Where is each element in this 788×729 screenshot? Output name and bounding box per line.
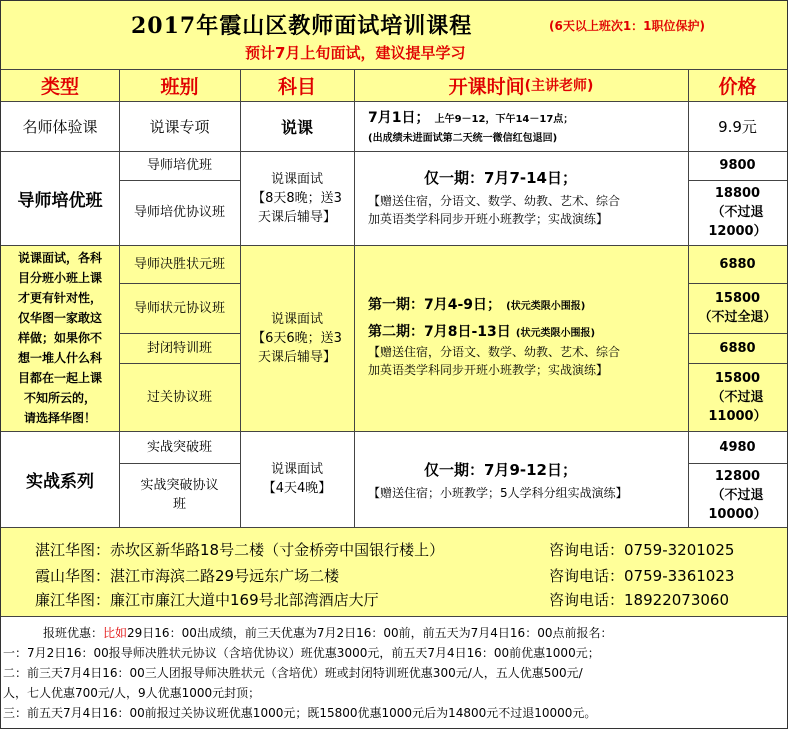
phone-3-number: 18922073060 <box>624 591 729 609</box>
combat-price-1: 4980 <box>688 431 787 463</box>
mentor-price-2-cond: （不过退 <box>711 205 764 220</box>
phone-1-number: 0759-3201025 <box>624 541 735 559</box>
header-subject: 科目 <box>277 75 316 98</box>
mentor-time-main: 仅一期：7月7-14日； <box>424 169 577 187</box>
champion-price-4-value: 15800 <box>714 370 761 386</box>
phone-3-label: 咨询电话： <box>549 591 625 609</box>
notes-line1-red: 比如 <box>103 626 128 640</box>
champion-price-2-value: 15800 <box>714 291 761 306</box>
phase2-note: (状元类限小围报) <box>515 328 596 339</box>
champion-time-detail-1: 【赠送住宿，分语文、数学、幼教、艺术、综合 <box>368 345 621 359</box>
mentor-subject-line2: 【8天8晚；送3 <box>252 190 342 206</box>
phone-row-1 <box>549 539 734 560</box>
combat-class-1: 实战突破班 <box>119 431 240 463</box>
mentor-price-2-value: 18800 <box>714 186 761 201</box>
grid-line <box>688 69 689 527</box>
mentor-subject-line1: 说课面试 <box>270 171 323 187</box>
combat-time-main: 仅一期：7月9-12日； <box>424 461 577 479</box>
combat-price-2-value: 12800 <box>714 468 761 484</box>
combat-price-2-cond: （不过退 <box>711 487 764 503</box>
mentor-subject-line3: 天课后辅导】 <box>257 209 336 225</box>
phase2: 第二期：7月8日-13日 <box>368 324 511 340</box>
phone-2-label: 咨询电话： <box>549 567 625 585</box>
grid-line <box>119 69 120 527</box>
combat-price-2-refund: 10000） <box>708 506 767 522</box>
champion-price-2-cond: （不过全退） <box>698 310 777 325</box>
combat-class-2-line2: 班 <box>172 497 186 512</box>
champion-price-3: 6880 <box>719 340 756 356</box>
grid-line <box>240 69 241 527</box>
phase1-note: (状元类限小围报) <box>506 301 586 312</box>
phone-1-label: 咨询电话： <box>549 541 625 559</box>
champion-subject-line2: 【6天6晚；送3 <box>252 330 342 346</box>
combat-subject-line1: 说课面试 <box>270 462 323 477</box>
mentor-class-2: 导师培优协议班 <box>119 180 240 245</box>
side-line-9: 请选择华图！ <box>23 411 96 425</box>
address-3-label: 廉江华图： <box>35 591 111 609</box>
mentor-class-1: 导师培优班 <box>119 151 240 180</box>
page-subtitle: 预计7月上旬面试，建议提早学习 <box>245 44 466 62</box>
notes-block <box>3 623 785 723</box>
grid-line <box>688 180 787 181</box>
combat-class-2 <box>119 463 240 527</box>
exp-subject: 说课 <box>240 101 354 151</box>
exp-class: 说课专项 <box>119 101 240 151</box>
title-note: (6天以上班次1：1职位保护) <box>549 19 706 33</box>
combat-time <box>354 431 688 527</box>
header-price: 价格 <box>718 75 757 98</box>
mentor-subject <box>240 151 354 245</box>
exp-type: 名师体验课 <box>1 101 119 151</box>
address-row-3 <box>35 589 379 610</box>
champion-class-1: 导师决胜状元班 <box>133 256 225 272</box>
grid-line <box>119 333 240 334</box>
side-line-1: 说课面试，各科 <box>17 251 102 265</box>
combat-subject-line2: 【4天4晚】 <box>262 481 332 496</box>
mentor-time-detail-1: 【赠送住宿，分语文、数学、幼教、艺术、综合 <box>368 194 621 208</box>
grid-line <box>688 463 787 464</box>
grid-line <box>119 283 240 284</box>
champion-price-4-refund: 11000） <box>708 408 767 424</box>
header-class: 班别 <box>160 75 199 98</box>
address-2-label: 霞山华图： <box>35 567 111 585</box>
address-row-2 <box>35 565 339 586</box>
mentor-price-2-refund: 12000） <box>708 224 767 239</box>
exp-time-detail: 上午9－12，下午14－17点； <box>434 114 574 125</box>
grid-line <box>1 616 787 617</box>
side-line-2: 目分班小班上课 <box>17 271 102 285</box>
exp-time-main: 7月1日； <box>368 110 430 126</box>
grid-line <box>688 363 787 364</box>
header-time-note: (主讲老师) <box>524 78 594 94</box>
mentor-time <box>354 151 688 245</box>
side-line-7: 目都在一起上课 <box>17 371 102 385</box>
grid-line <box>354 69 355 527</box>
grid-line <box>688 333 787 334</box>
champion-side-text <box>1 245 119 431</box>
notes-line2: 一：7月2日16：00报导师决胜状元协议（含培优协议）班优惠3000元，前五天7月4日16：00前优惠1000元； <box>3 646 600 660</box>
page-title: 2017年霞山区教师面试培训课程 <box>131 13 473 39</box>
notes-line4: 人，七人优惠700元/人，9人优惠1000元封顶； <box>3 686 261 700</box>
side-line-5: 样做；如果你不 <box>17 331 102 345</box>
champion-class-4: 过关协议班 <box>146 389 212 405</box>
notes-line1-prefix: 报班优惠： <box>43 626 104 640</box>
grid-line <box>119 363 240 364</box>
header-time-label: 开课时间 <box>448 75 525 98</box>
phone-2-number: 0759-3361023 <box>624 567 735 585</box>
side-line-6: 想一堆人什么科 <box>17 351 102 365</box>
phone-row-2 <box>549 565 734 586</box>
champion-class-3: 封闭特训班 <box>146 340 212 356</box>
champion-subject <box>240 245 354 431</box>
grid-line <box>688 283 787 284</box>
combat-subject <box>240 431 354 527</box>
champion-class-2: 导师状元协议班 <box>133 300 225 316</box>
notes-line3: 二：前三天7月4日16：00三人团报导师决胜状元（含培优）班或封闭特训班优惠300元/人，五人优惠500元/ <box>3 666 583 680</box>
mentor-price-1: 9800 <box>688 151 787 180</box>
champion-subject-line3: 天课后辅导】 <box>257 349 336 365</box>
mentor-type: 导师培优班 <box>1 151 119 245</box>
mentor-price-2 <box>688 180 787 245</box>
combat-type: 实战系列 <box>1 431 119 527</box>
champion-price-4-cond: （不过退 <box>711 389 764 405</box>
address-1-text: 赤坎区新华路18号二楼（寸金桥旁中国银行楼上） <box>110 541 445 559</box>
combat-class-2-line1: 实战突破协议 <box>140 478 219 493</box>
grid-line <box>1 527 787 528</box>
champion-price-1: 6880 <box>719 256 756 272</box>
exp-time <box>354 101 688 151</box>
header-time <box>354 69 688 101</box>
mentor-time-detail-2: 加英语类学科同步开班小班教学；实战演练】 <box>368 212 609 226</box>
address-3-text: 廉江市廉江大道中169号北部湾酒店大厅 <box>110 591 379 609</box>
exp-price: 9.9元 <box>688 101 787 151</box>
grid-line <box>119 180 240 181</box>
exp-time-note: (出成绩未进面试第二天统一微信红包退回) <box>368 133 558 144</box>
champion-subject-line1: 说课面试 <box>270 311 323 327</box>
phone-row-3 <box>549 589 729 610</box>
combat-price-2 <box>688 463 787 527</box>
address-2-text: 湛江市海滨二路29号远东广场二楼 <box>110 567 340 585</box>
notes-line5: 三：前五天7月4日16：00前报过关协议班优惠1000元；既15800优惠1000元后为14800元不过退10000元。 <box>3 706 597 720</box>
champion-price-4 <box>688 363 787 431</box>
header-type: 类型 <box>40 75 79 98</box>
side-line-3: 才更有针对性， <box>17 291 102 305</box>
champion-time <box>354 245 688 431</box>
phase1: 第一期：7月4-9日； <box>368 297 502 313</box>
combat-time-detail: 【赠送住宿；小班教学；5人学科分组实战演练】 <box>368 486 628 500</box>
address-1-label: 湛江华图： <box>35 541 111 559</box>
grid-line <box>119 463 240 464</box>
notes-line1-rest: 29日16：00出成绩，前三天优惠为7月2日16：00前，前五天为7月4日16：00点前报名： <box>127 626 613 640</box>
champion-time-detail-2: 加英语类学科同步开班小班教学；实战演练】 <box>368 363 609 377</box>
side-line-8: 不知所云的， <box>23 391 96 405</box>
champion-price-2 <box>688 283 787 333</box>
side-line-4: 仅华图一家敢这 <box>17 311 102 325</box>
